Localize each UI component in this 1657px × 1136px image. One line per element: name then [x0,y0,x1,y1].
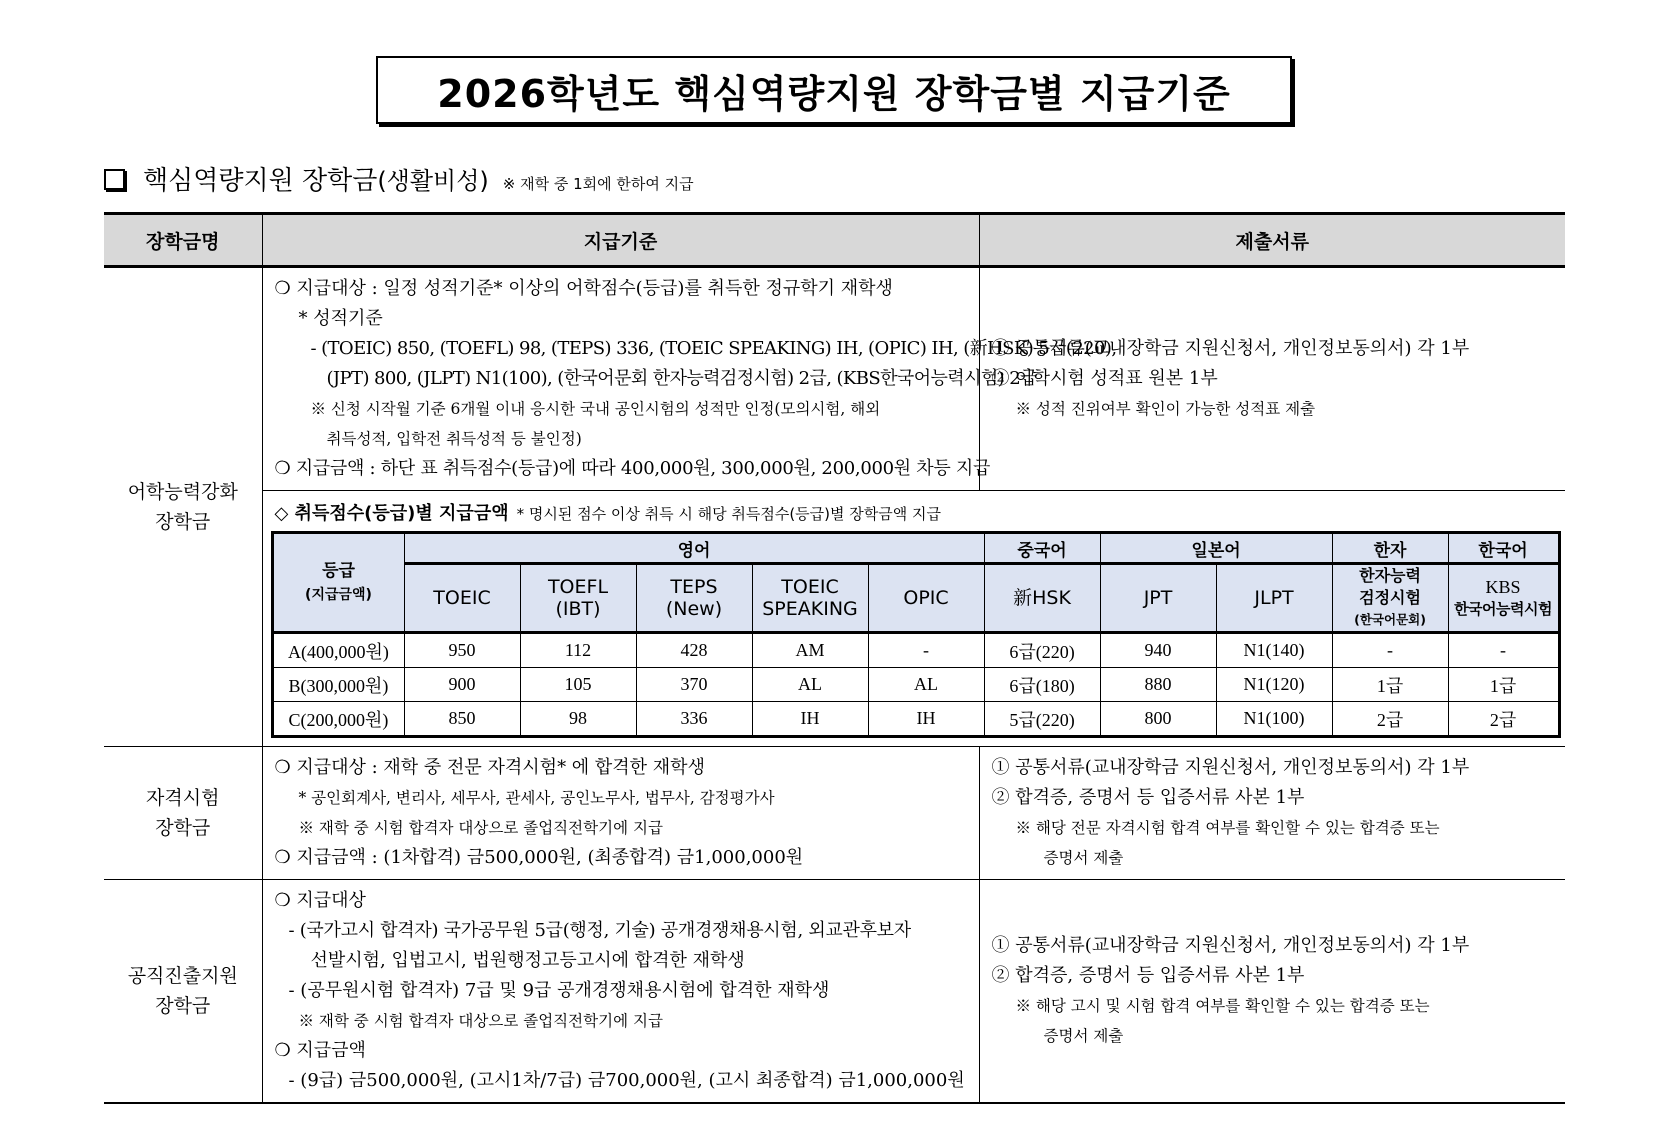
table-cell: 1급 [1448,668,1559,702]
col-teps [636,564,752,633]
checkbox-square-icon [104,169,125,190]
group-chinese: 중국어 [984,533,1100,564]
grade-group-header-row [272,533,1559,564]
criteria-line: - (9급) 금500,000원, (고시1차/7급) 금700,000원, (고시 최종합격) 금1,000,000원 [288,1070,965,1091]
table-cell: AL [868,668,984,702]
document-line: ② 어학시험 성적표 원본 1부 [991,368,1218,389]
group-hanja: 한자 [1332,533,1448,564]
table-cell: 940 [1100,633,1216,668]
col-kbs [1448,564,1559,633]
public-service-scholarship-row [104,880,1565,1104]
table-cell: 950 [404,633,520,668]
table-cell: N1(100) [1216,702,1332,737]
col-line: (한국어문회) [1354,612,1426,627]
table-cell: 5급(220) [984,702,1100,737]
header-documents: 제출서류 [979,214,1565,267]
col-line: TEPS [670,576,718,598]
public-service-scholarship-name [104,880,262,1104]
criteria-line: ❍ 지급금액 : (1차합격) 금500,000원, (최종합격) 금1,000,000원 [274,847,804,868]
section-heading-paren: (생활비성) [377,167,489,195]
col-line: (New) [665,598,723,620]
table-cell: 112 [520,633,636,668]
name-line: 장학금 [155,817,211,839]
table-cell: AM [752,633,868,668]
document-line: ※ 성적 진위여부 확인이 가능한 성적표 제출 [1015,400,1316,418]
table-cell: C(200,000원) [272,702,404,737]
document-line: ② 합격증, 증명서 등 입증서류 사본 1부 [991,787,1305,808]
table-cell: 800 [1100,702,1216,737]
document-line: ① 공통서류(교내장학금 지원신청서, 개인정보동의서) 각 1부 [991,338,1470,359]
name-line: 장학금 [155,995,211,1017]
document-line: ① 공통서류(교내장학금 지원신청서, 개인정보동의서) 각 1부 [991,935,1470,956]
qualification-documents [979,747,1565,880]
header-scholarship-name: 장학금명 [104,214,262,267]
document-line: ① 공통서류(교내장학금 지원신청서, 개인정보동의서) 각 1부 [991,757,1470,778]
name-line: 자격시험 [146,787,220,809]
table-row [272,668,1559,702]
group-english: 영어 [404,533,984,564]
col-toeic-speaking [752,564,868,633]
col-line: TOEFL [547,576,609,598]
public-service-criteria [262,880,979,1104]
table-cell: AL [752,668,868,702]
qualification-scholarship-row [104,747,1565,880]
col-line: 검정시험 [1359,588,1421,607]
language-documents [979,267,1565,491]
grade-header-sub: (지급금액) [305,586,372,603]
criteria-line: * 공인회계사, 변리사, 세무사, 관세사, 공인노무사, 법무사, 감정평가사 [298,789,775,807]
table-row [272,633,1559,668]
criteria-line: ※ 신청 시작월 기준 6개월 이내 응시한 국내 공인시험의 성적만 인정(모의시험, 해외 [310,400,881,418]
criteria-line: ❍ 지급금액 : 하단 표 취득점수(등급)에 따라 400,000원, 300,000원, 200,000원 차등 지급 [274,458,991,479]
table-cell: 6급(180) [984,668,1100,702]
grade-title-note: * 명시된 점수 이상 취득 시 해당 취득점수(등급)별 장학금액 지급 [516,505,941,523]
criteria-line: ※ 재학 중 시험 합격자 대상으로 졸업직전학기에 지급 [298,819,663,837]
col-line: SPEAKING [762,598,858,620]
col-hsk: 新HSK [984,564,1100,633]
name-line: 장학금 [155,511,211,533]
table-cell: 900 [404,668,520,702]
col-opic: OPIC [868,564,984,633]
table-row [272,702,1559,737]
table-cell: 336 [636,702,752,737]
col-toefl [520,564,636,633]
document-line: ※ 해당 전문 자격시험 합격 여부를 확인할 수 있는 합격증 또는 [1015,819,1440,837]
table-cell: 370 [636,668,752,702]
col-line: KBS [1485,577,1521,597]
table-cell: 850 [404,702,520,737]
document-line: ※ 해당 고시 및 시험 합격 여부를 확인할 수 있는 합격증 또는 [1015,997,1430,1015]
group-japanese: 일본어 [1100,533,1332,564]
table-cell: 105 [520,668,636,702]
criteria-line: ❍ 지급대상 : 일정 성적기준* 이상의 어학점수(등급)를 취득한 정규학기 재학생 [274,278,893,299]
criteria-line: ❍ 지급금액 [274,1040,366,1061]
table-cell: 2급 [1448,702,1559,737]
criteria-line: * 성적기준 [298,308,383,329]
table-cell: 98 [520,702,636,737]
language-scholarship-row [104,267,1565,491]
scholarship-criteria-table [104,212,1565,1104]
name-line: 공직진출지원 [127,965,238,987]
col-line: 한국어능력시험 [1454,600,1552,618]
col-jlpt: JLPT [1216,564,1332,633]
grade-amount-table [271,531,1561,738]
col-hanja-exam [1332,564,1448,633]
public-service-documents [979,880,1565,1104]
grade-header [272,533,404,633]
table-cell: N1(120) [1216,668,1332,702]
col-toeic: TOEIC [404,564,520,633]
document-line: 증명서 제출 [1043,849,1124,867]
table-cell: A(400,000원) [272,633,404,668]
group-korean: 한국어 [1448,533,1559,564]
table-cell: - [868,633,984,668]
col-jpt: JPT [1100,564,1216,633]
grade-table-title [275,499,1562,525]
table-cell: 428 [636,633,752,668]
criteria-line: - (TOEIC) 850, (TOEFL) 98, (TEPS) 336, (TOEIC SPEAKING) IH, (OPIC) IH, (新HSK) 5급(220), [310,338,1117,359]
criteria-line: (JPT) 800, (JLPT) N1(100), (한국어문회 한자능력검정시험) 2급, (KBS한국어능력시험) 2급 [326,368,1037,389]
table-cell: IH [868,702,984,737]
grade-table-row [104,491,1565,747]
grade-exam-header-row [272,564,1559,633]
document-title-text: 2026학년도 핵심역량지원 장학금별 지급기준 [437,71,1231,116]
section-heading-text: 핵심역량지원 장학금 [143,166,378,196]
table-cell: IH [752,702,868,737]
table-cell: 6급(220) [984,633,1100,668]
document-title [376,56,1292,124]
criteria-line: ❍ 지급대상 [274,890,366,911]
document-line: ② 합격증, 증명서 등 입증서류 사본 1부 [991,965,1305,986]
col-line: TOEIC [781,576,839,598]
table-cell: B(300,000원) [272,668,404,702]
grade-title-text: ◇ 취득점수(등급)별 지급금액 [274,503,509,524]
criteria-line: 선발시험, 입법고시, 법원행정고등고시에 합격한 재학생 [310,950,745,971]
criteria-line: ※ 재학 중 시험 합격자 대상으로 졸업직전학기에 지급 [298,1012,663,1030]
table-cell: - [1332,633,1448,668]
table-header-row [104,214,1565,267]
col-line: 한자능력 [1359,566,1421,585]
criteria-line: - (국가고시 합격자) 국가공무원 5급(행정, 기술) 공개경쟁채용시험, 외교관후보자 [288,920,911,941]
grade-header-line: 등급 [322,560,355,581]
qualification-scholarship-name [104,747,262,880]
grade-table-container [262,491,1565,747]
criteria-line: ❍ 지급대상 : 재학 중 전문 자격시험* 에 합격한 재학생 [274,757,705,778]
criteria-line: 취득성적, 입학전 취득성적 등 불인정) [326,430,582,448]
table-cell: 2급 [1332,702,1448,737]
table-cell: N1(140) [1216,633,1332,668]
name-line: 어학능력강화 [127,481,238,503]
table-cell: 1급 [1332,668,1448,702]
qualification-criteria [262,747,979,880]
table-cell: - [1448,633,1559,668]
col-line: (IBT) [555,598,601,620]
criteria-line: - (공무원시험 합격자) 7급 및 9급 공개경쟁채용시험에 합격한 재학생 [288,980,830,1001]
header-criteria: 지급기준 [262,214,979,267]
language-scholarship-name [104,267,262,747]
table-cell: 880 [1100,668,1216,702]
section-note: ※ 재학 중 1회에 한하여 지급 [502,175,694,193]
section-heading [104,160,694,197]
document-line: 증명서 제출 [1043,1027,1124,1045]
